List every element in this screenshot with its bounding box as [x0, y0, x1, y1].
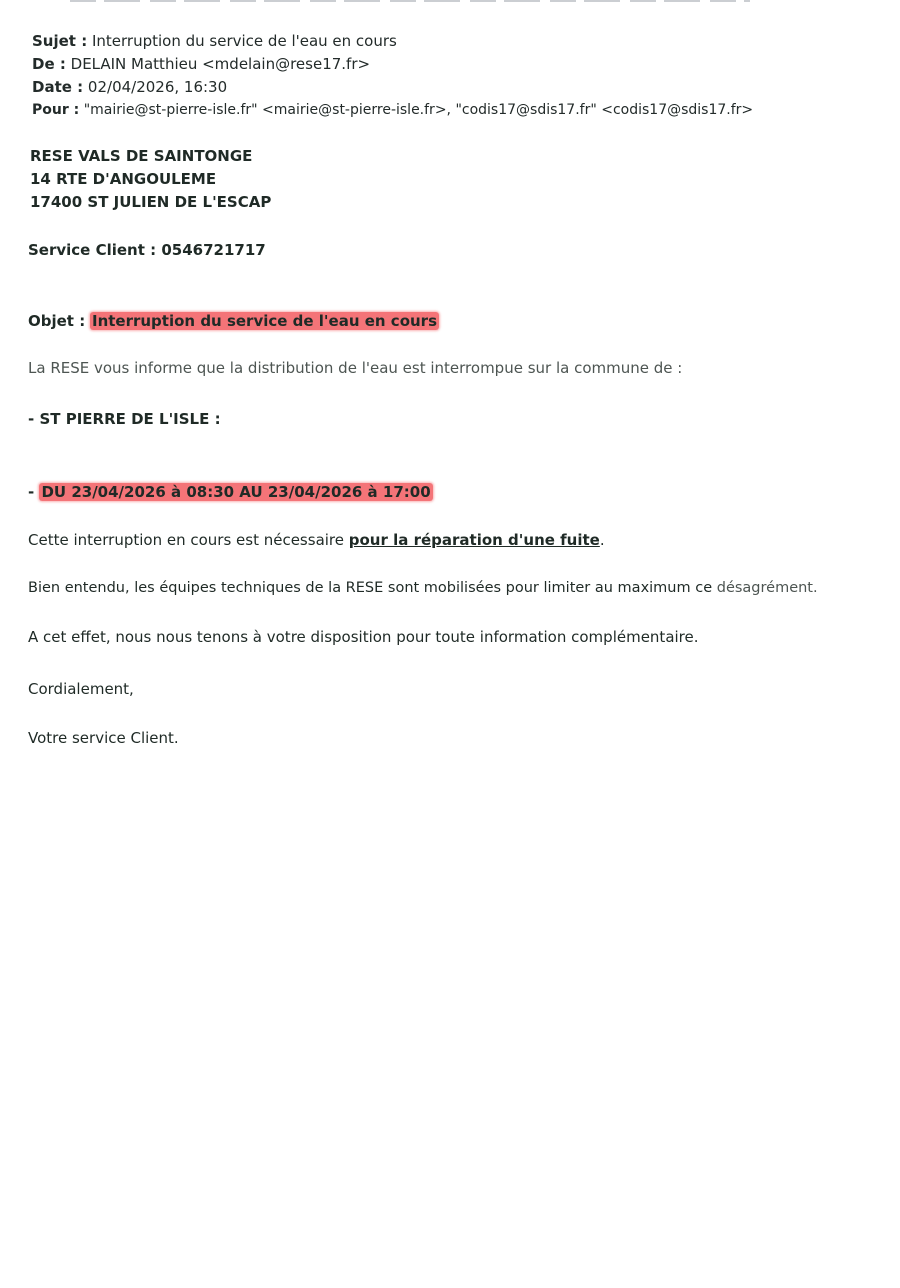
to-value: "mairie@st-pierre-isle.fr" <mairie@st-pierre-isle.fr>, "codis17@sdis17.fr" <codis17@sdis17.fr> — [83, 102, 754, 118]
intro-paragraph: La RESE vous informe que la distribution de l'eau est interrompue sur la commune de : — [28, 359, 683, 377]
reason-prefix: Cette interruption en cours est nécessaire — [28, 531, 349, 549]
service-client-phone: Service Client : 0546721717 — [28, 241, 266, 259]
commune-line: - ST PIERRE DE L'ISLE : — [28, 410, 221, 428]
reason-suffix: . — [599, 531, 605, 549]
signature-line: Votre service Client. — [28, 729, 179, 747]
address-line-3: 17400 ST JULIEN DE L'ESCAP — [30, 193, 272, 211]
object-label: Objet : — [28, 312, 86, 330]
period-dash: - — [28, 483, 35, 501]
availability-paragraph: A cet effet, nous nous tenons à votre disposition pour toute information complémentaire. — [28, 628, 699, 646]
cropped-previous-line — [70, 0, 750, 2]
from-value: DELAIN Matthieu <mdelain@rese17.fr> — [70, 55, 371, 73]
teams-end: désagrément. — [716, 580, 818, 596]
address-line-1: RESE VALS DE SAINTONGE — [30, 147, 253, 165]
reason-paragraph — [28, 530, 605, 550]
object-value-highlight: Interruption du service de l'eau en cours — [91, 312, 437, 330]
reason-emphasis: pour la réparation d'une fuite — [348, 531, 600, 549]
email-from-line — [32, 54, 370, 74]
period-line — [28, 482, 433, 502]
date-value: 02/04/2026, 16:30 — [87, 78, 228, 96]
object-line — [28, 311, 439, 331]
from-label: De : — [32, 55, 66, 73]
to-label: Pour : — [32, 102, 80, 118]
address-line-2: 14 RTE D'ANGOULEME — [30, 170, 217, 188]
teams-paragraph — [28, 578, 818, 598]
subject-value: Interruption du service de l'eau en cours — [91, 32, 397, 50]
email-subject-line — [32, 31, 397, 51]
period-highlight: DU 23/04/2026 à 08:30 AU 23/04/2026 à 17:00 — [41, 483, 431, 501]
closing-line: Cordialement, — [28, 680, 134, 698]
date-label: Date : — [32, 78, 84, 96]
teams-main: Bien entendu, les équipes techniques de la RESE sont mobilisées pour limiter au maximum ce — [28, 580, 717, 596]
email-to-line — [32, 100, 753, 120]
subject-label: Sujet : — [32, 32, 88, 50]
email-date-line — [32, 77, 227, 97]
